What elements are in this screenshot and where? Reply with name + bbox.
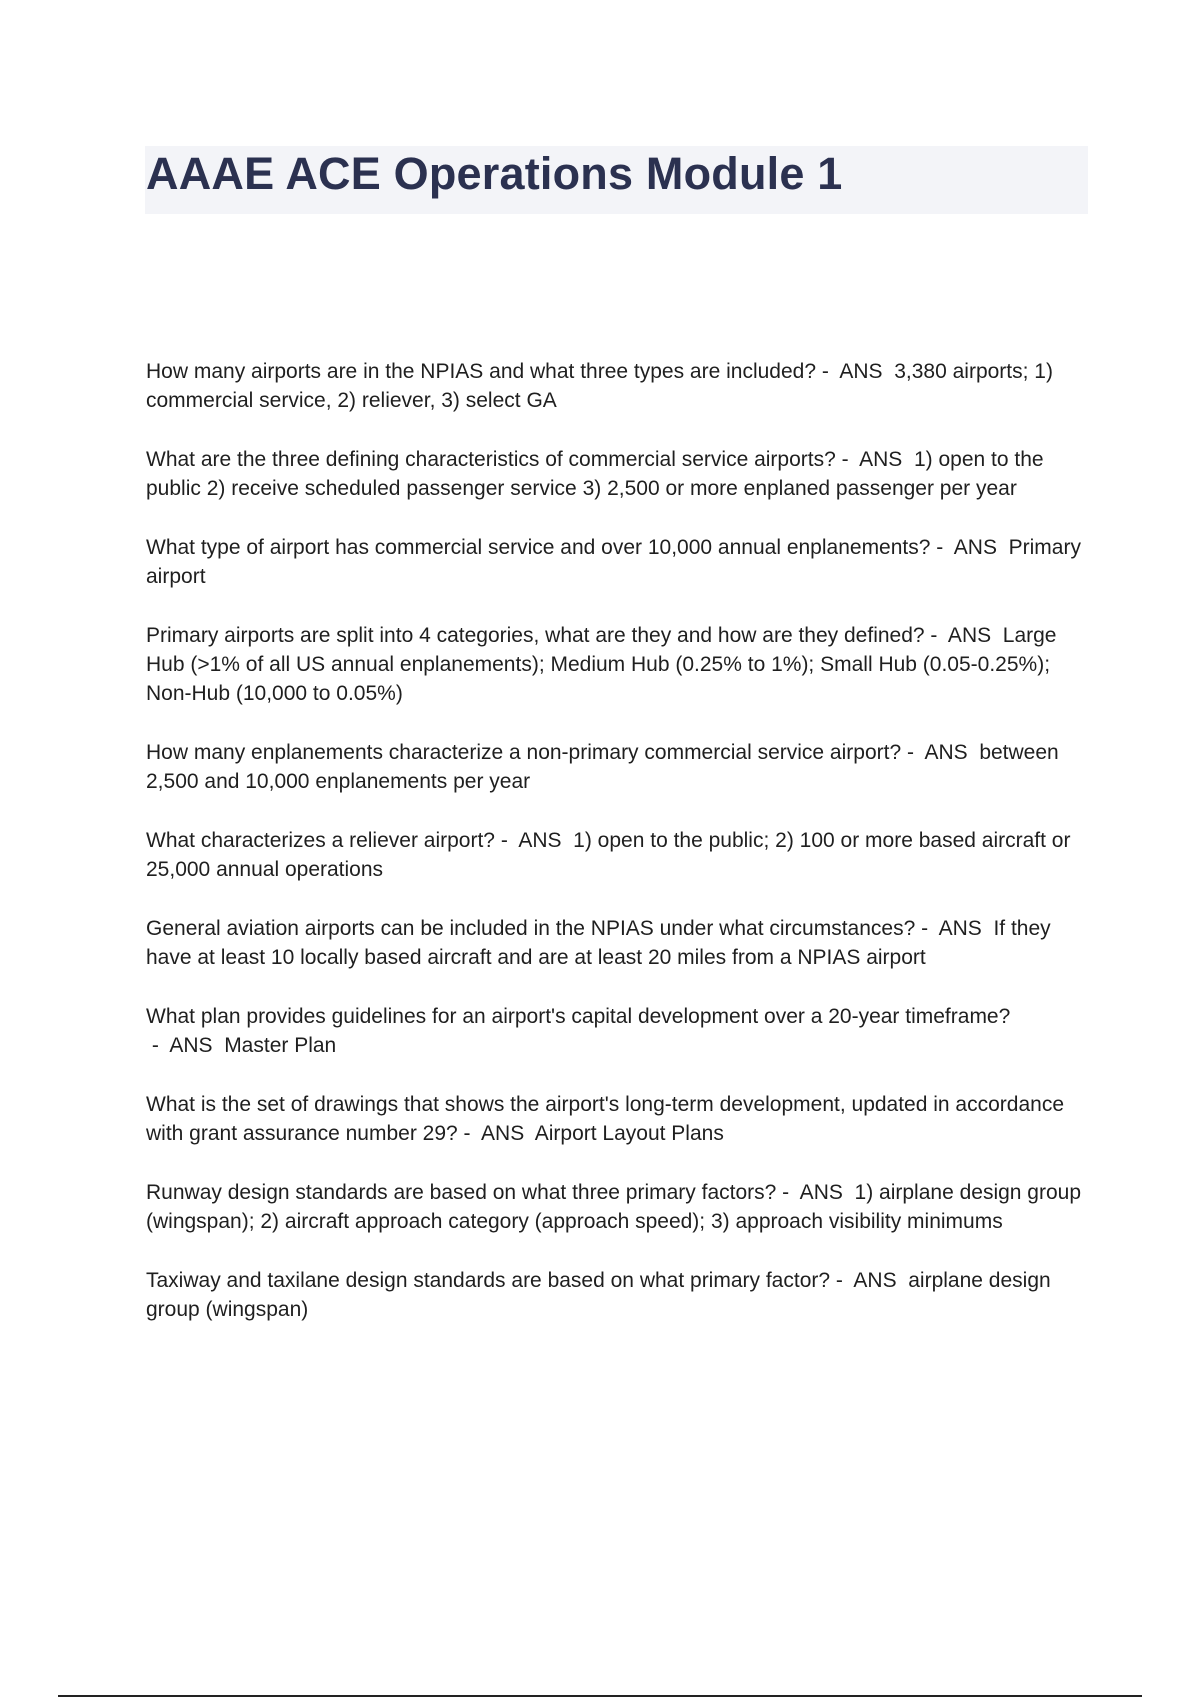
qa-answer: Primary airport (146, 536, 1081, 588)
qa-item (146, 445, 1086, 503)
qa-question: What type of airport has commercial service and over 10,000 annual enplanements? (146, 536, 931, 559)
footer-divider (58, 1695, 1142, 1697)
qa-answer: Airport Layout Plans (534, 1122, 724, 1145)
qa-answer: 1) airplane design group (wingspan); 2) aircraft approach category (approach speed); 3) approach visibility minimums (146, 1181, 1082, 1233)
qa-answer: between 2,500 and 10,000 enplanements per year (146, 741, 1059, 793)
qa-item (146, 533, 1086, 591)
qa-separator: - ANS (457, 1122, 535, 1145)
qa-question: What characterizes a reliever airport? (146, 829, 495, 852)
qa-question: What are the three defining characteristics of commercial service airports? (146, 448, 836, 471)
qa-item (146, 1266, 1086, 1324)
qa-item (146, 914, 1086, 972)
qa-separator: - ANS (776, 1181, 855, 1204)
qa-separator: - ANS (901, 741, 980, 764)
qa-question: General aviation airports can be included in the NPIAS under what circumstances? (146, 917, 916, 940)
qa-separator: - ANS (924, 624, 1003, 647)
qa-answer: Master Plan (224, 1034, 337, 1057)
qa-answer: If they have at least 10 locally based aircraft and are at least 20 miles from a NPIAS airport (146, 917, 1051, 969)
qa-question: Primary airports are split into 4 categories, what are they and how are they defined? (146, 624, 925, 647)
qa-separator: - ANS (835, 448, 914, 471)
qa-separator: - ANS (930, 536, 1009, 559)
qa-item (146, 357, 1086, 415)
qa-question: How many enplanements characterize a non-primary commercial service airport? (146, 741, 902, 764)
qa-item (146, 1178, 1086, 1236)
qa-item (146, 1002, 1086, 1060)
qa-separator: - ANS (494, 829, 574, 852)
qa-question: Taxiway and taxilane design standards are based on what primary factor? (146, 1269, 831, 1292)
qa-question: How many airports are in the NPIAS and what three types are included? (146, 360, 817, 383)
qa-item (146, 1090, 1086, 1148)
qa-separator: - ANS (816, 360, 895, 383)
qa-separator: - ANS (830, 1269, 909, 1292)
qa-question: What plan provides guidelines for an airport's capital development over a 20-year timeframe? (146, 1005, 1011, 1028)
qa-item (146, 621, 1086, 708)
qa-answer: airplane design group (wingspan) (146, 1269, 1051, 1321)
qa-list (146, 357, 1086, 1354)
qa-answer: 1) open to the public 2) receive scheduled passenger service 3) 2,500 or more enplaned passenger per year (146, 448, 1044, 500)
qa-question: Runway design standards are based on what three primary factors? (146, 1181, 777, 1204)
qa-answer: 3,380 airports; 1) commercial service, 2) reliever, 3) select GA (146, 360, 1053, 412)
qa-answer: 1) open to the public; 2) 100 or more based aircraft or 25,000 annual operations (146, 829, 1071, 881)
qa-separator: - ANS (146, 1034, 225, 1057)
qa-question: What is the set of drawings that shows the airport's long-term development, updated in accordance with grant assurance number 29? (146, 1093, 1065, 1145)
qa-item (146, 738, 1086, 796)
qa-answer: Large Hub (>1% of all US annual enplanements); Medium Hub (0.25% to 1%); Small Hub (0.05-0.25%); Non-Hub (10,000 to 0.05%) (146, 624, 1057, 705)
qa-item (146, 826, 1086, 884)
qa-separator: - ANS (915, 917, 994, 940)
document-title: AAAE ACE Operations Module 1 (146, 148, 843, 199)
